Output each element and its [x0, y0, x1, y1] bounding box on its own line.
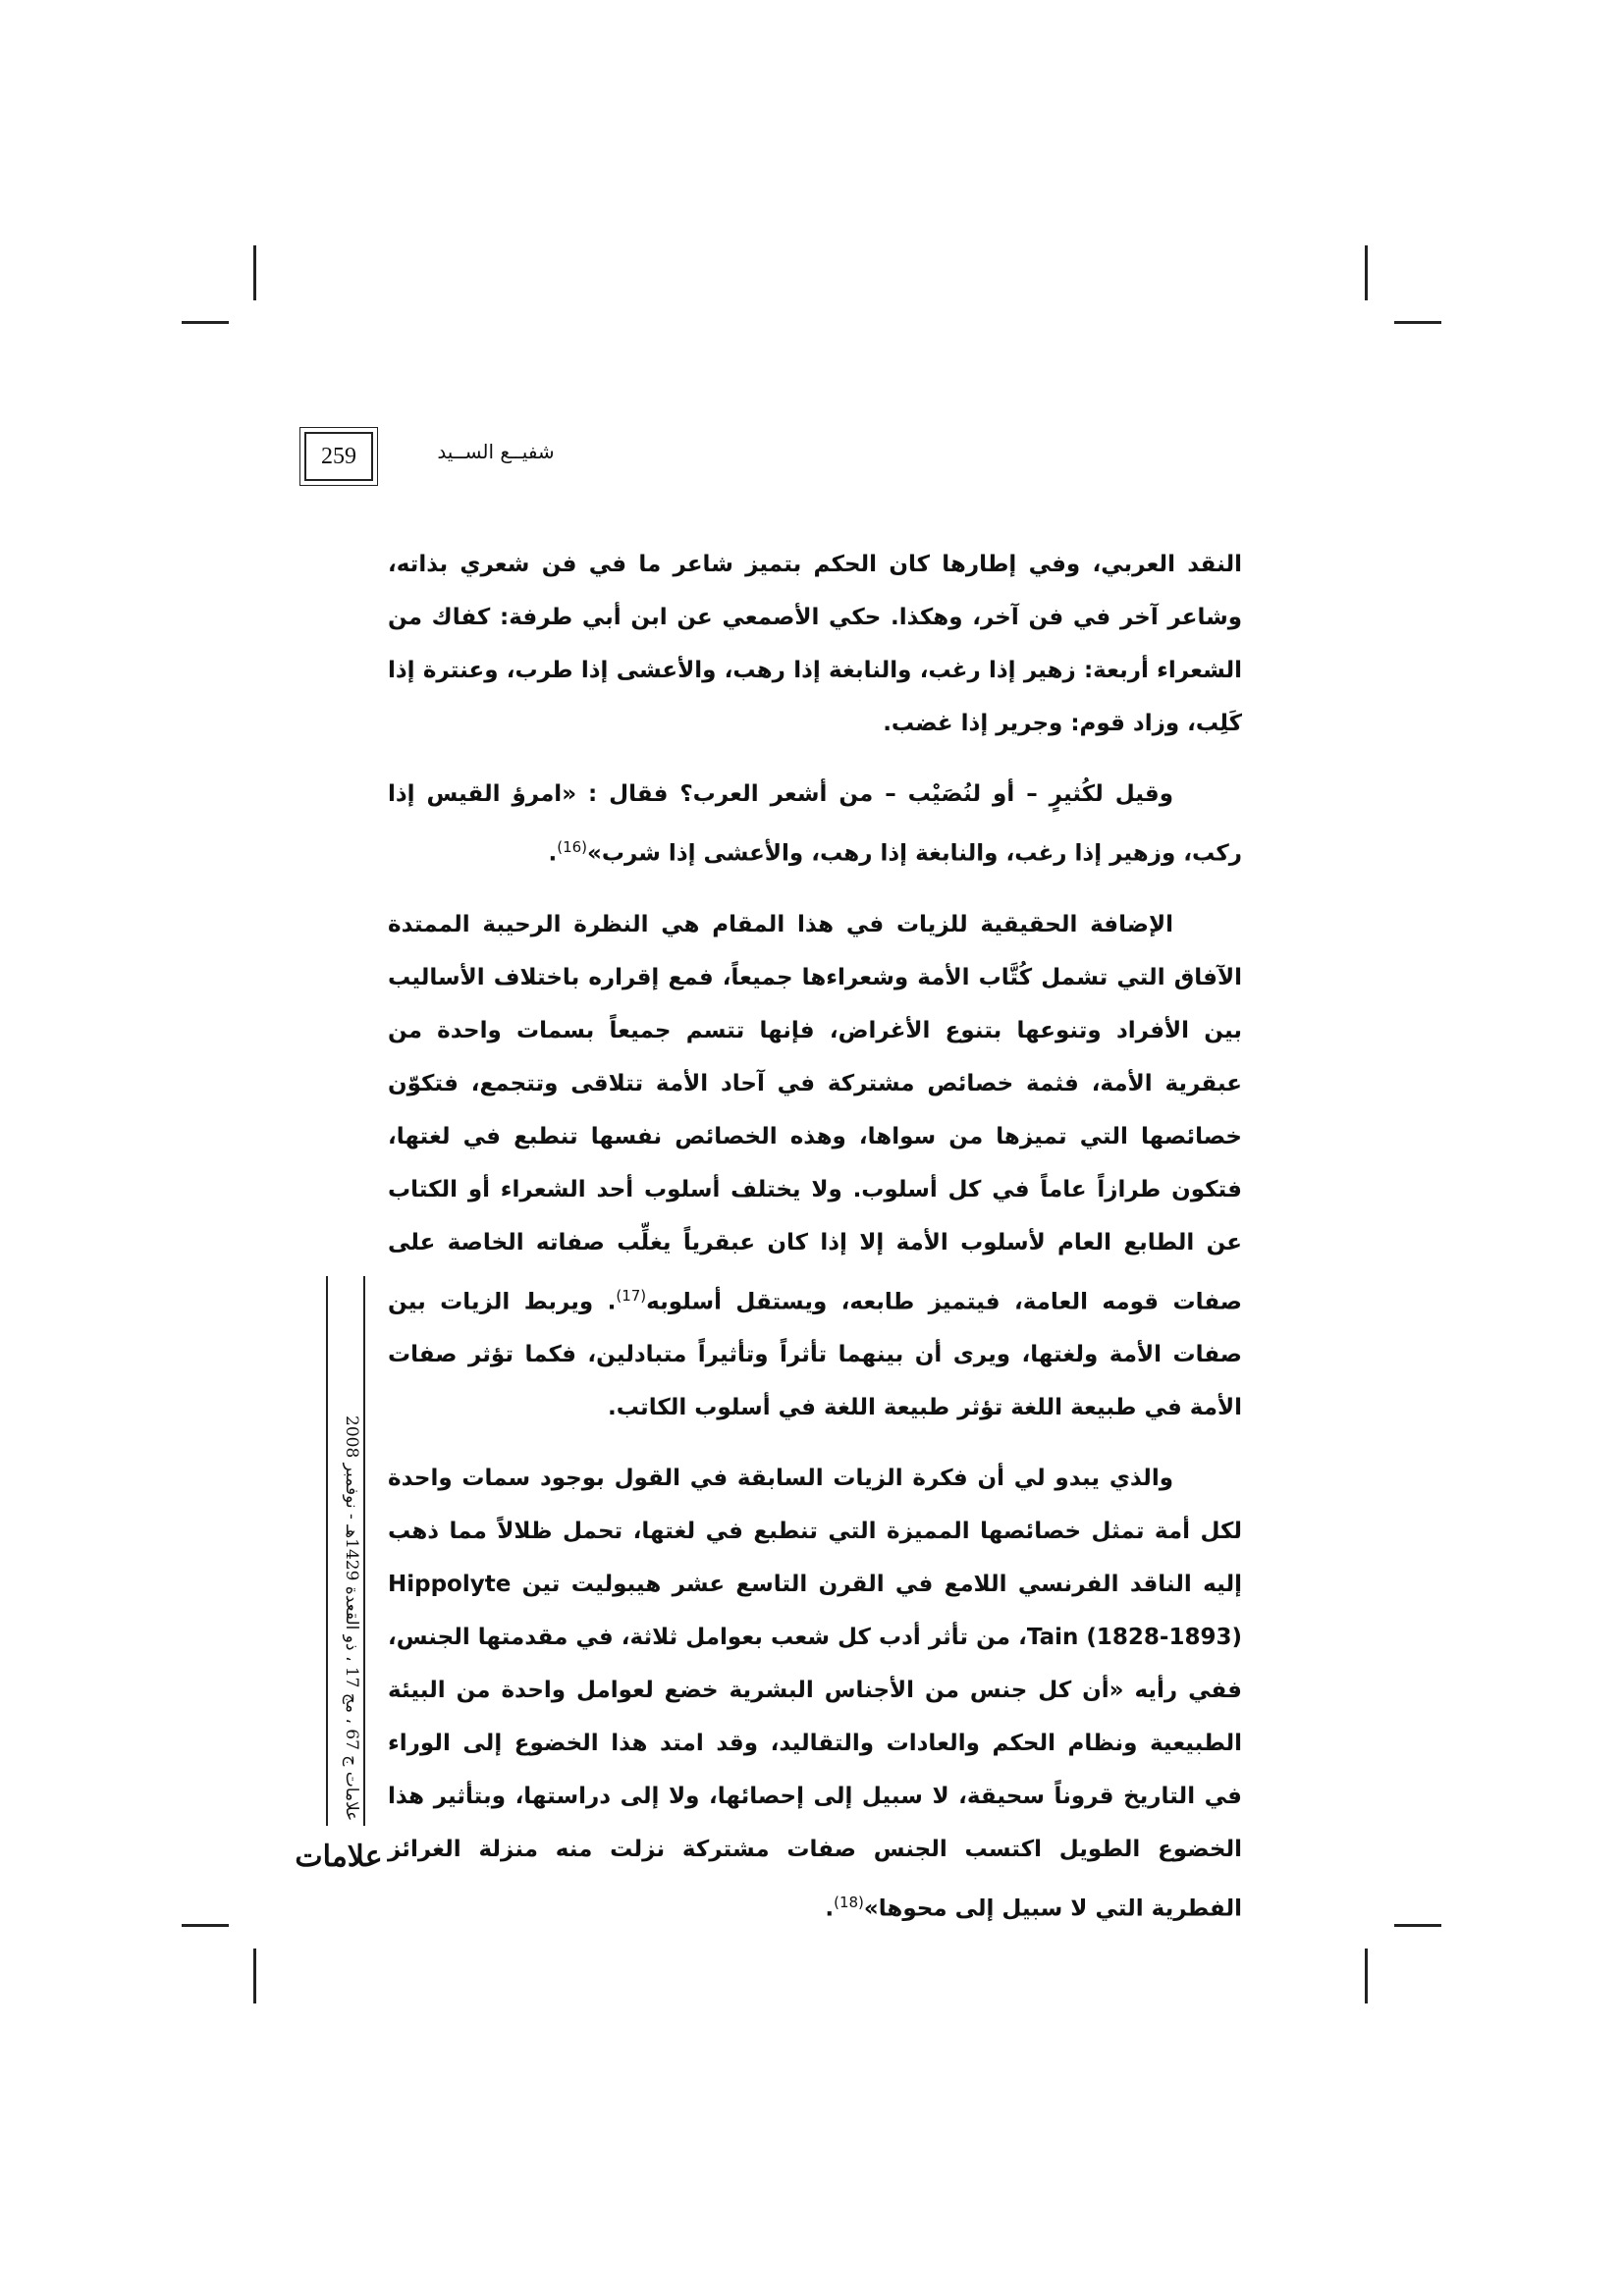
- page-number: 259: [304, 432, 373, 481]
- footnote-ref[interactable]: (16): [557, 838, 588, 856]
- crop-mark-top-right-horizontal: [1394, 321, 1441, 324]
- crop-mark-bottom-right-vertical: [1365, 1949, 1368, 2003]
- journal-logo: علامات: [295, 1839, 383, 1874]
- crop-mark-top-left-horizontal: [182, 321, 229, 324]
- crop-mark-bottom-right-horizontal: [1394, 1924, 1441, 1927]
- crop-mark-bottom-left-vertical: [253, 1949, 256, 2003]
- footnote-ref[interactable]: (18): [834, 1894, 864, 1912]
- paragraph: وقيل لكُثيرٍ – أو لنُصَيْب – من أشعر العرب؟ فقال : «امرؤ القيس إذا ركب، وزهير إذا رغب، والنابغة إذا رهب، والأعشى إذا شرب»$^{(16)}$.: [388, 781, 1242, 867]
- article-body: [388, 538, 1242, 1953]
- paragraph: الإضافة الحقيقية للزيات في هذا المقام هي النظرة الرحيبة الممتدة الآفاق التي تشمل كُتَّاب الأمة وشعراءها جميعاً، فمع إقراره باختلاف الأساليب بين الأفراد وتنوعها بتنوع الأغراض، فإنها تتسم جميعاً بسمات واحدة من عبقرية الأمة، فثمة خصائص مشتركة في آحاد الأمة تتلاقى وتتجمع، فتكوّن خصائصها التي تميزها من سواها، وهذه الخصائص نفسها تنطبع في لغتها، فتكون طرازاً عاماً في كل أسلوب. ولا يختلف أسلوب أحد الشعراء أو الكتاب عن الطابع العام لأسلوب الأمة إلا إذا كان عبقرياً يغلِّب صفاته الخاصة على صفات قومه العامة، فيتميز طابعه، ويستقل أسلوبه$^{(17)}$. ويربط الزيات بين صفات الأمة ولغتها، ويرى أن بينهما تأثراً وتأثيراً متبادلين، فكما تؤثر صفات الأمة في طبيعة اللغة تؤثر طبيعة اللغة في أسلوب الكاتب.: [388, 911, 1242, 1421]
- paragraph: والذي يبدو لي أن فكرة الزيات السابقة في القول بوجود سمات واحدة لكل أمة تمثل خصائصها المميزة التي تنطبع في لغتها، تحمل ظلالاً مما ذهب إليه الناقد الفرنسي اللامع في القرن التاسع عشر هيبوليت تين Hippolyte Tain (1828-1893)، من تأثر أدب كل شعب بعوامل ثلاثة، في مقدمتها الجنس، ففي رأيه «أن كل جنس من الأجناس البشرية خضع لعوامل واحدة من البيئة الطبيعية ونظام الحكم والعادات والتقاليد، وقد امتد هذا الخضوع إلى الوراء في التاريخ قروناً سحيقة، لا سبيل إلى إحصائها، ولا إلى دراستها، وبتأثير هذا الخضوع الطويل اكتسب الجنس صفات مشتركة نزلت منه منزلة الغرائز الفطرية التي لا سبيل إلى محوها»$^{(18)}$.: [388, 1466, 1243, 1922]
- running-header-author: شفيــع الســيد: [437, 440, 555, 463]
- crop-mark-bottom-left-horizontal: [182, 1924, 229, 1927]
- paragraph: النقد العربي، وفي إطارها كان الحكم بتميز شاعر ما في فن شعري بذاته، وشاعر آخر في فن آخر، وهكذا. حكي الأصمعي عن ابن أبي طرفة: كفاك من الشعراء أربعة: زهير إذا رغب، والنابغة إذا رهب، والأعشى إذا طرب، وعنترة إذا كَلِب، وزاد قوم: وجرير إذا غضب.: [388, 552, 1242, 736]
- crop-mark-top-right-vertical: [1365, 245, 1368, 300]
- crop-mark-top-left-vertical: [253, 245, 256, 300]
- footnote-ref[interactable]: (17): [616, 1286, 647, 1305]
- journal-issue-info: علامات ج 67 ، مج 17 ، ذو القعدة 1429هـ - نوفمبر 2008: [342, 1415, 361, 1821]
